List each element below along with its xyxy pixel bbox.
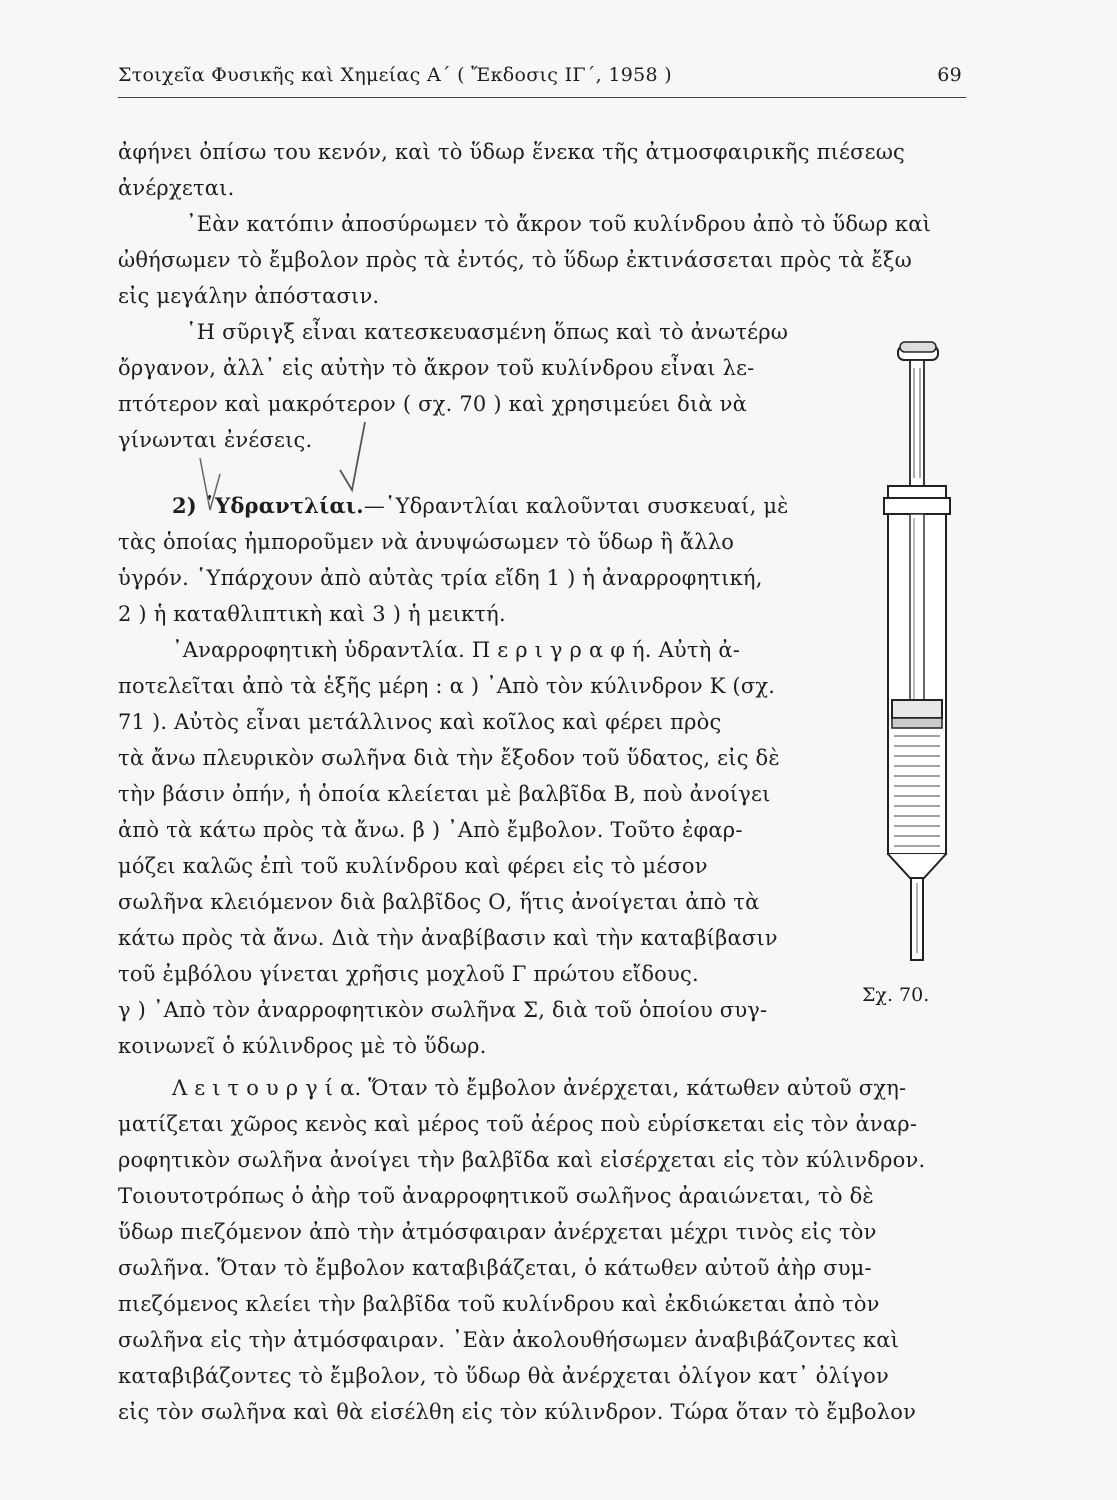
running-header bbox=[118, 62, 966, 94]
text-line: 71 ). Αὐτὸς εἶναι μετάλλινος καὶ κοῖλος καὶ φέρει πρὸς bbox=[118, 710, 722, 734]
text-line: τοῦ ἐμβόλου γίνεται χρῆσις μοχλοῦ Γ πρώτου εἴδους. bbox=[118, 962, 699, 986]
text-line: ἀνέρχεται. bbox=[118, 176, 235, 200]
text-line: ᾿Εὰν κατόπιν ἀποσύρωμεν τὸ ἄκρον τοῦ κυλίνδρου ἀπὸ τὸ ὕδωρ καὶ bbox=[186, 212, 932, 236]
text-line: κάτω πρὸς τὰ ἄνω. Διὰ τὴν ἀναβίβασιν καὶ τὴν καταβίβασιν bbox=[118, 926, 778, 950]
text-line: τὰς ὁποίας ἠμποροῦμεν νὰ ἀνυψώσωμεν τὸ ὕδωρ ἢ ἄλλο bbox=[118, 530, 735, 554]
text-line: Λ ε ι τ ο υ ρ γ ί α. Ὅταν τὸ ἔμβολον ἀνέρχεται, κάτωθεν αὐτοῦ σχη- bbox=[172, 1076, 907, 1100]
text-line: ροφητικὸν σωλῆνα ἀνοίγει τὴν βαλβῖδα καὶ εἰσέρχεται εἰς τὸν κύλινδρον. bbox=[118, 1148, 926, 1172]
text-line: ποτελεῖται ἀπὸ τὰ ἑξῆς μέρη : α ) ᾿Απὸ τὸν κύλινδρον Κ (σχ. bbox=[118, 674, 776, 698]
text-line: 2 ) ἡ καταθλιπτικὴ καὶ 3 ) ἡ μεικτή. bbox=[118, 602, 506, 626]
text-line: ᾿Αναρροφητικὴ ὑδραντλία. Π ε ρ ι γ ρ α φ ή. Αὐτὴ ἀ- bbox=[172, 638, 741, 662]
text-line: πιεζόμενος κλείει τὴν βαλβῖδα τοῦ κυλίνδρου καὶ ἐκδιώκεται ἀπὸ τὸν bbox=[118, 1292, 880, 1316]
page-number: 69 bbox=[937, 64, 962, 86]
text-line: τὴν βάσιν ὀπήν, ἡ ὁποία κλείεται μὲ βαλβῖδα Β, ποὺ ἀνοίγει bbox=[118, 782, 771, 806]
text-line: πτότερον καὶ μακρότερον ( σχ. 70 ) καὶ χρησιμεύει διὰ νὰ bbox=[118, 392, 748, 416]
section-heading-continuation: —῾Υδραντλίαι καλοῦνται συσκευαί, μὲ bbox=[363, 494, 789, 518]
text-line: γ ) ᾿Απὸ τὸν ἀναρροφητικὸν σωλῆνα Σ, διὰ τοῦ ὁποίου συγ- bbox=[118, 998, 768, 1022]
figure-caption: Σχ. 70. bbox=[862, 984, 930, 1006]
text-line: μόζει καλῶς ἐπὶ τοῦ κυλίνδρου καὶ φέρει εἰς τὸ μέσον bbox=[118, 854, 708, 878]
syringe-illustration-icon bbox=[870, 338, 965, 978]
text-line: Τοιουτοτρόπως ὁ ἀὴρ τοῦ ἀναρροφητικοῦ σωλῆνος ἀραιώνεται, τὸ δὲ bbox=[118, 1184, 874, 1208]
handwritten-check-icon bbox=[190, 410, 390, 520]
text-line: κοινωνεῖ ὁ κύλινδρος μὲ τὸ ὕδωρ. bbox=[118, 1034, 487, 1058]
section-heading: 2) ῾Υδραντλίαι. bbox=[172, 493, 364, 518]
text-line: τὰ ἄνω πλευρικὸν σωλῆνα διὰ τὴν ἔξοδον τοῦ ὕδατος, εἰς δὲ bbox=[118, 746, 780, 770]
text-line: σωλῆνα εἰς τὴν ἀτμόσφαιραν. ᾿Εὰν ἀκολουθήσωμεν ἀναβιβάζοντες καὶ bbox=[118, 1328, 900, 1352]
text-line: γίνωνται ἐνέσεις. bbox=[118, 428, 313, 452]
text-line: ὕδωρ πιεζόμενον ἀπὸ τὴν ἀτμόσφαιραν ἀνέρχεται μέχρι τινὸς εἰς τὸν bbox=[118, 1220, 877, 1244]
header-rule bbox=[118, 97, 966, 98]
text-line: σωλῆνα κλειόμενον διὰ βαλβῖδος Ο, ἥτις ἀνοίγεται ἀπὸ τὰ bbox=[118, 890, 760, 914]
text-line: ὑγρόν. ῾Υπάρχουν ἀπὸ αὐτὰς τρία εἴδη 1 ) ἡ ἀναρροφητική, bbox=[118, 566, 763, 590]
text-line: ὠθήσωμεν τὸ ἔμβολον πρὸς τὰ ἐντός, τὸ ὕδωρ ἐκτινάσσεται πρὸς τὰ ἔξω bbox=[118, 248, 912, 272]
text-line: καταβιβάζοντες τὸ ἔμβολον, τὸ ὕδωρ θὰ ἀνέρχεται ὀλίγον κατ᾿ ὀλίγον bbox=[118, 1364, 889, 1388]
text-line: εἰς τὸν σωλῆνα καὶ θὰ εἰσέλθη εἰς τὸν κύλινδρον. Τώρα ὅταν τὸ ἔμβολον bbox=[118, 1400, 917, 1424]
text-line: ὄργανον, ἀλλ᾿ εἰς αὐτὴν τὸ ἄκρον τοῦ κυλίνδρου εἶναι λε- bbox=[118, 356, 755, 380]
text-line: σωλῆνα. Ὅταν τὸ ἔμβολον καταβιβάζεται, ὁ κάτωθεν αὐτοῦ ἀὴρ συμ- bbox=[118, 1256, 872, 1280]
text-line: ῾Η σῦριγξ εἶναι κατεσκευασμένη ὅπως καὶ τὸ ἀνωτέρω bbox=[186, 320, 789, 344]
text-line: ματίζεται χῶρος κενὸς καὶ μέρος τοῦ ἀέρος ποὺ εὑρίσκεται εἰς τὸν ἀναρ- bbox=[118, 1112, 918, 1136]
text-line: εἰς μεγάλην ἀπόστασιν. bbox=[118, 284, 380, 308]
text-line: ἀπὸ τὰ κάτω πρὸς τὰ ἄνω. β ) ᾿Απὸ ἔμβολον. Τοῦτο ἐφαρ- bbox=[118, 818, 743, 842]
running-header-title: Στοιχεῖα Φυσικῆς καὶ Χημείας Α΄ ( Ἔκδοσις ΙΓ΄, 1958 ) bbox=[118, 64, 672, 86]
text-line: ἀφήνει ὀπίσω του κενόν, καὶ τὸ ὕδωρ ἕνεκα τῆς ἀτμοσφαιρικῆς πιέσεως bbox=[118, 140, 905, 164]
